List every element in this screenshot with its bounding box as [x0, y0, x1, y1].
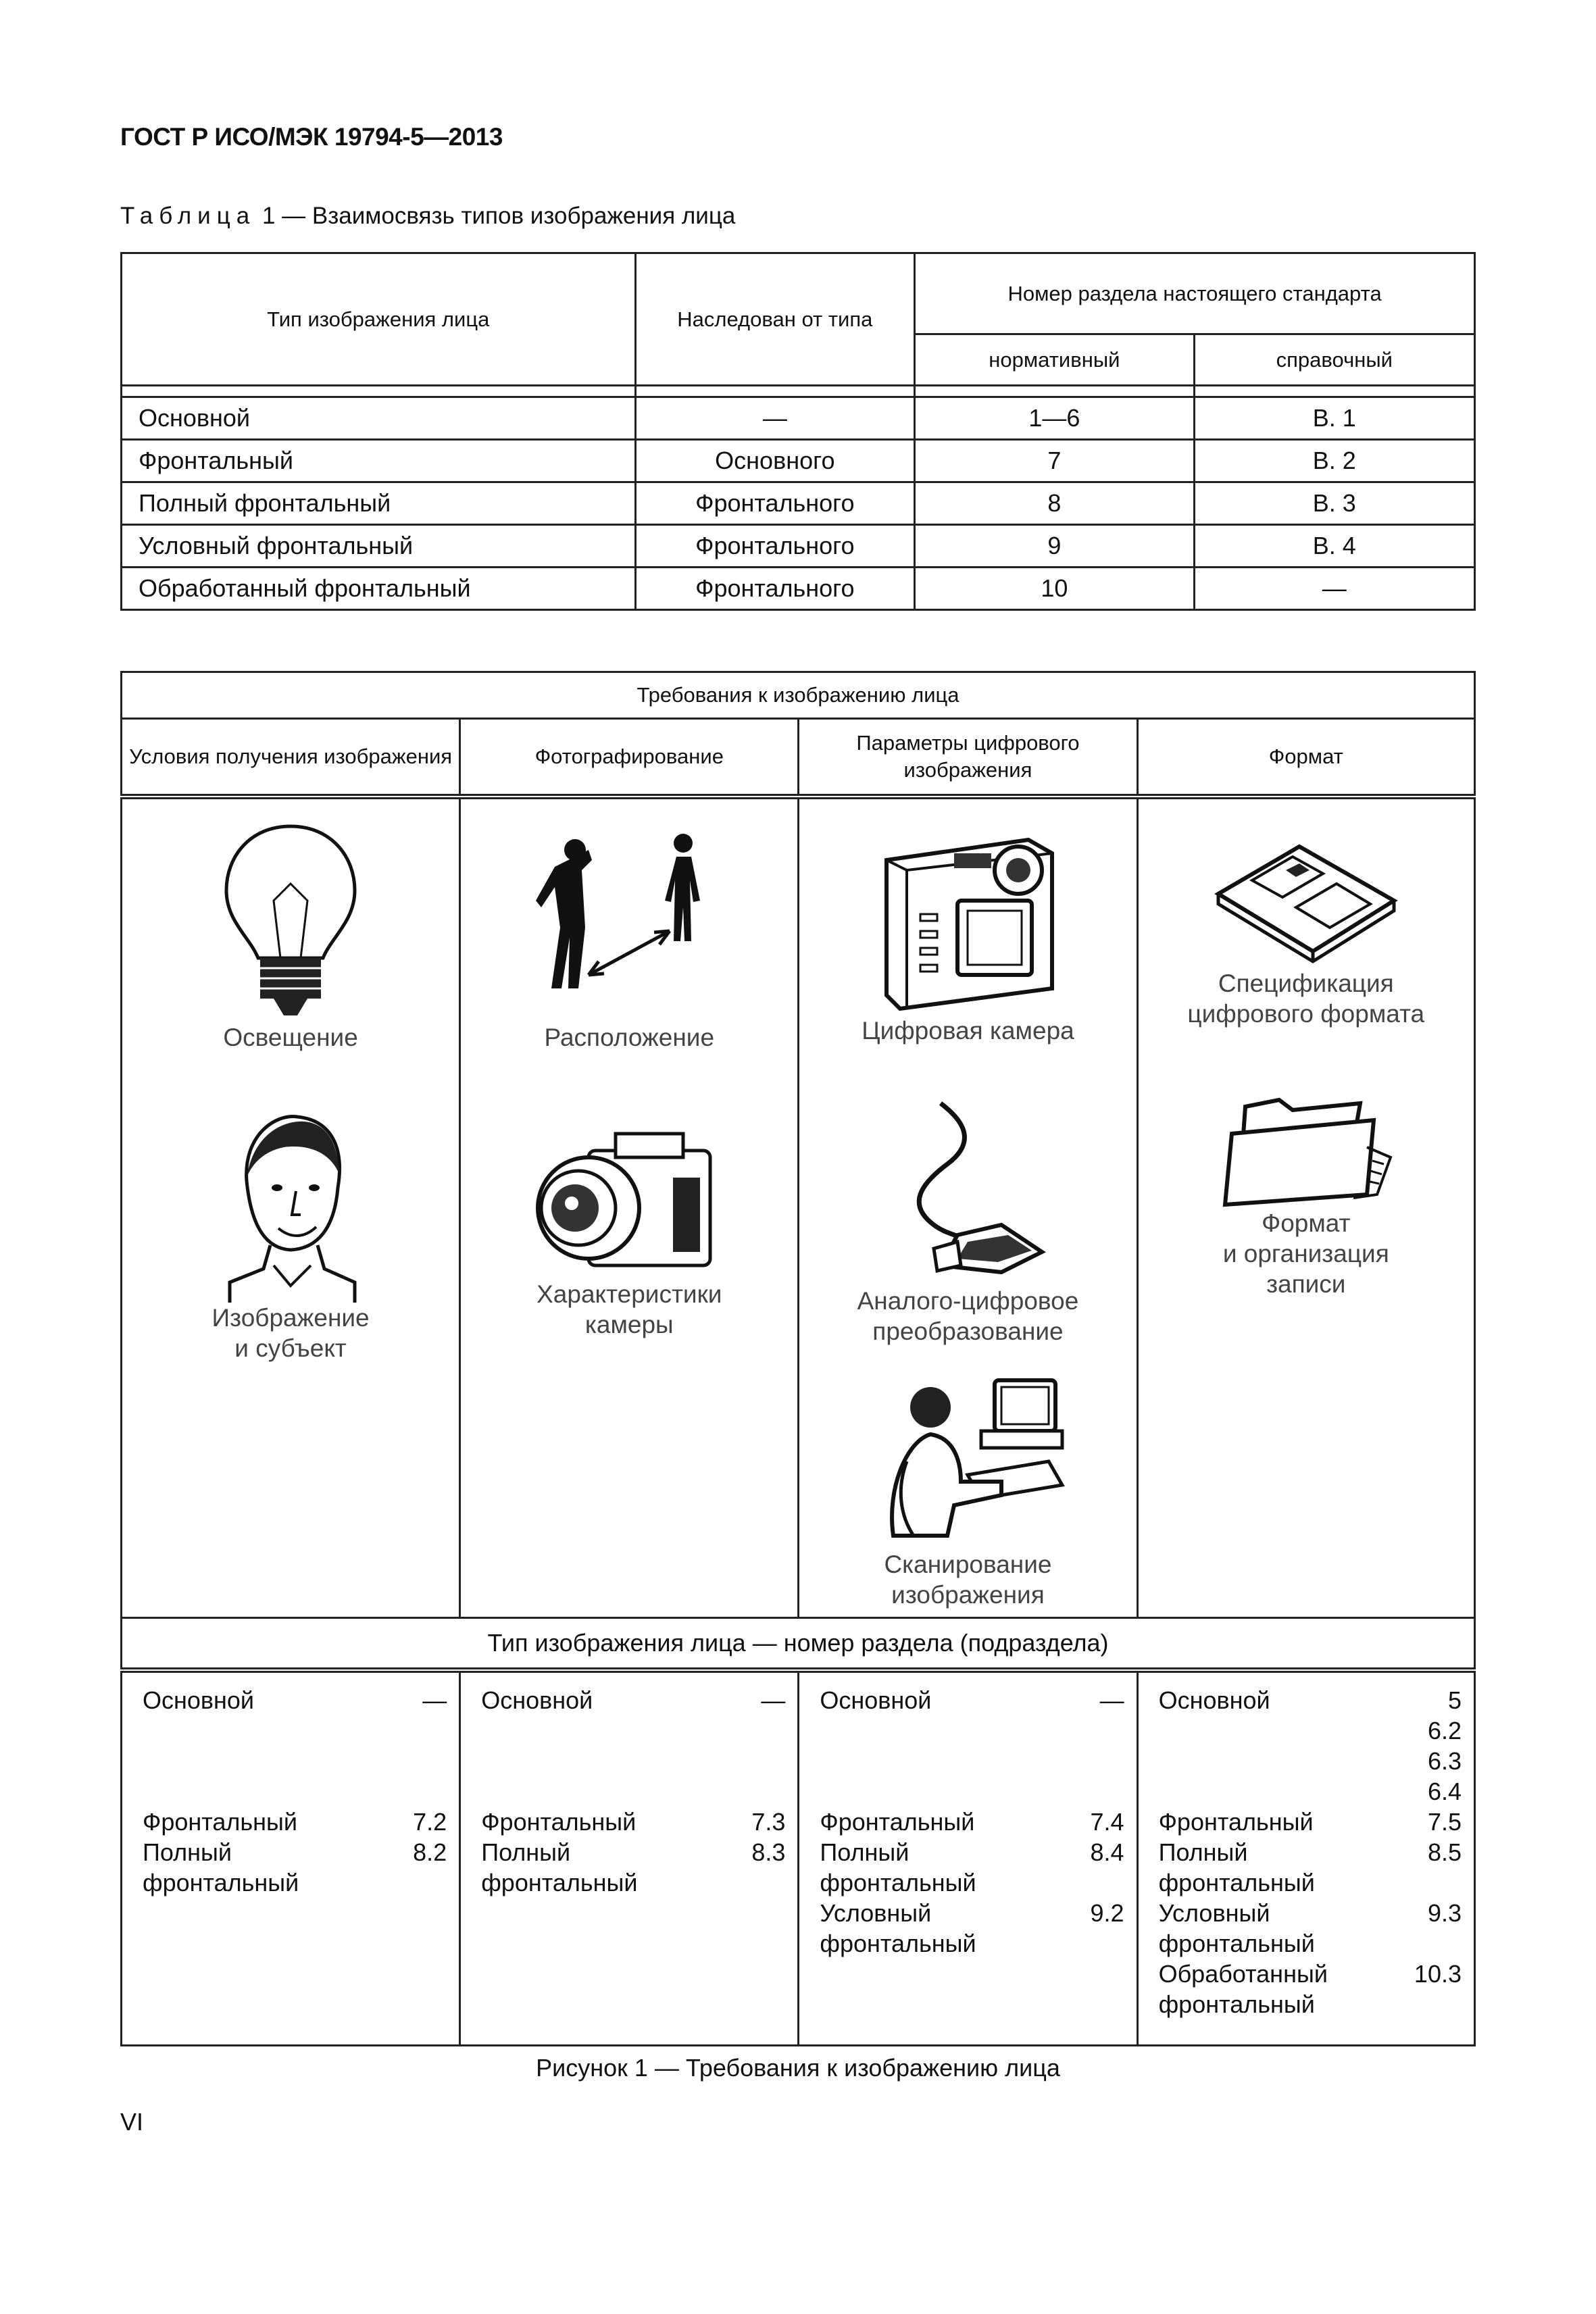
section-number: 6.3 [1427, 1747, 1462, 1775]
type-text: Полный [481, 1838, 571, 1866]
table-row [122, 568, 1475, 610]
section-row [1159, 1807, 1462, 1837]
section-number: 7.4 [1090, 1808, 1124, 1836]
section-number: 7.2 [413, 1808, 447, 1836]
type-text: Обработанный [1158, 1960, 1328, 1988]
section-row [1159, 1715, 1462, 1746]
section-row [820, 1746, 1124, 1776]
section-row [1159, 1928, 1462, 1959]
type-text: Основной [481, 1686, 593, 1714]
section-row [820, 1776, 1124, 1807]
section-row [820, 1898, 1124, 1928]
sections-col-4 [1137, 1670, 1474, 2046]
type-text: фронтальный [481, 1869, 638, 1896]
section-row [1159, 1746, 1462, 1776]
type-text: Полный [1158, 1838, 1248, 1866]
section-row [143, 1807, 447, 1837]
table1-caption [120, 203, 735, 230]
section-row [1159, 1685, 1462, 1715]
type-text: Основной [820, 1686, 932, 1714]
cell-inherit: Фронтального [635, 482, 915, 525]
section-number: 8.5 [1427, 1838, 1462, 1866]
table-row [122, 397, 1475, 440]
adc-item [799, 1097, 1136, 1347]
cell-normative: 10 [915, 568, 1194, 610]
spec-label-2: цифрового формата [1187, 1000, 1425, 1028]
folder-icon [1205, 1093, 1407, 1208]
section-number: 9.3 [1427, 1899, 1462, 1927]
type-text: фронтальный [1158, 1930, 1315, 1957]
col-format: Формат [1137, 719, 1474, 797]
fmt-label-2: и организация [1222, 1240, 1389, 1267]
type-text: Полный [143, 1838, 232, 1866]
section-row [481, 1776, 785, 1807]
cell-inherit: — [635, 397, 915, 440]
cell-informative: B. 3 [1194, 482, 1474, 525]
section-number: 6.2 [1427, 1717, 1462, 1744]
cable-connector-icon [866, 1097, 1069, 1286]
cell-inherit: Основного [635, 440, 915, 482]
format-org-item [1139, 1093, 1474, 1299]
camera-char-label-1: Характеристики [537, 1280, 722, 1308]
cell-type: Полный фронтальный [122, 482, 636, 525]
section-row [143, 1837, 447, 1867]
section-row [481, 1685, 785, 1715]
slr-camera-icon [528, 1124, 730, 1279]
type-text: Фронтальный [820, 1808, 975, 1836]
section-row [143, 1715, 447, 1746]
section-row [1159, 1867, 1462, 1898]
section-number: 8.2 [413, 1838, 447, 1866]
type-text: фронтальный [1158, 1869, 1315, 1896]
adc-label-2: преобразование [872, 1317, 1064, 1345]
scan-label-2: изображения [891, 1581, 1045, 1609]
section-row [481, 1867, 785, 1898]
section-number: 8.3 [751, 1838, 786, 1866]
sections-col-3 [799, 1670, 1137, 2046]
type-text: Фронтальный [481, 1808, 637, 1836]
section-row [820, 1867, 1124, 1898]
col-header-informative: справочный [1194, 334, 1474, 386]
subject-label-1: Изображение [211, 1304, 370, 1332]
section-row [481, 1715, 785, 1746]
fmt-label-3: записи [1266, 1270, 1346, 1298]
type-text: Фронтальный [1158, 1808, 1314, 1836]
camera-char-item [461, 1124, 797, 1340]
figure-title: Требования к изображению лица [122, 672, 1475, 719]
floppy-disk-icon [1205, 840, 1407, 968]
figure-caption: Рисунок 1 — Требования к изображению лица [536, 2054, 1060, 2082]
cell-informative: B. 2 [1194, 440, 1474, 482]
position-figures-icon [528, 820, 730, 1022]
spec-label-1: Спецификация [1218, 970, 1394, 997]
section-row [143, 1685, 447, 1715]
type-text: фронтальный [1158, 1990, 1315, 2018]
figure-face-image-requirements [120, 671, 1476, 2046]
section-number: 9.2 [1090, 1899, 1124, 1927]
format-spec-item [1139, 840, 1474, 1029]
table1-caption-prefix: Таблица [120, 203, 256, 229]
cell-normative: 8 [915, 482, 1194, 525]
fmt-label-1: Формат [1262, 1209, 1351, 1237]
section-row [143, 1776, 447, 1807]
section-number: 6.4 [1427, 1778, 1462, 1805]
person-at-computer-icon [866, 1374, 1069, 1549]
table1-caption-text: 1 — Взаимосвязь типов изображения лица [261, 203, 736, 229]
section-row [481, 1837, 785, 1867]
section-row [1159, 1959, 1462, 1989]
position-label: Расположение [544, 1024, 715, 1051]
section-number: 5 [1447, 1686, 1462, 1714]
section-number: 8.4 [1090, 1838, 1124, 1866]
scan-label-1: Сканирование [884, 1551, 1052, 1578]
section-row [820, 1715, 1124, 1746]
document-header: ГОСТ Р ИСО/МЭК 19794-5—2013 [120, 123, 503, 151]
cell-informative: — [1194, 568, 1474, 610]
section-row [820, 1685, 1124, 1715]
col-conditions: Условия получения изображения [122, 719, 460, 797]
section-row [481, 1746, 785, 1776]
subject-item [122, 1107, 459, 1363]
position-item [461, 820, 797, 1053]
subject-label-2: и субъект [234, 1334, 347, 1362]
type-text: фронтальный [143, 1869, 299, 1896]
pics-conditions [122, 797, 460, 1618]
cell-normative: 1—6 [915, 397, 1194, 440]
col-header-type: Тип изображения лица [122, 253, 636, 386]
table-row [122, 482, 1475, 525]
type-text: Основной [143, 1686, 255, 1714]
pics-digital-params [799, 797, 1137, 1618]
pics-photography [460, 797, 799, 1618]
section-row [1159, 1898, 1462, 1928]
col-header-normative: нормативный [915, 334, 1194, 386]
table-face-image-types [120, 252, 1476, 611]
camera-char-label-2: камеры [584, 1311, 674, 1338]
type-text: Условный [1158, 1899, 1270, 1927]
cell-type: Фронтальный [122, 440, 636, 482]
digital-camera-item [799, 820, 1136, 1046]
section-row [1159, 1837, 1462, 1867]
cell-type: Условный фронтальный [122, 525, 636, 568]
section-number: — [422, 1686, 447, 1714]
cell-inherit: Фронтального [635, 525, 915, 568]
table-row [122, 525, 1475, 568]
section-row [820, 1928, 1124, 1959]
cell-informative: B. 4 [1194, 525, 1474, 568]
cell-inherit: Фронтального [635, 568, 915, 610]
section-number: — [1099, 1686, 1124, 1714]
cell-normative: 9 [915, 525, 1194, 568]
type-text: Фронтальный [143, 1808, 298, 1836]
face-icon [216, 1107, 365, 1303]
section-number: 10.3 [1414, 1960, 1462, 1988]
section-row [481, 1807, 785, 1837]
section-row [143, 1867, 447, 1898]
type-text: фронтальный [820, 1869, 976, 1896]
col-photography: Фотографирование [460, 719, 799, 797]
light-bulb-icon [216, 820, 365, 1022]
section-row [1159, 1989, 1462, 2019]
section-row [820, 1807, 1124, 1837]
cell-type: Основной [122, 397, 636, 440]
section-row [143, 1746, 447, 1776]
col-digital-params: Параметры цифрового изображения [799, 719, 1137, 797]
scan-item [799, 1374, 1136, 1610]
section-header: Тип изображения лица — номер раздела (подраздела) [122, 1618, 1475, 1671]
section-number: 7.5 [1427, 1808, 1462, 1836]
type-text: фронтальный [820, 1930, 976, 1957]
section-row [820, 1837, 1124, 1867]
lighting-item [122, 820, 459, 1053]
type-text: Условный [820, 1899, 932, 1927]
section-number: 7.3 [751, 1808, 786, 1836]
type-text: Полный [820, 1838, 909, 1866]
cell-informative: B. 1 [1194, 397, 1474, 440]
col-header-inherit: Наследован от типа [635, 253, 915, 386]
type-text: Основной [1158, 1686, 1270, 1714]
page-number: VI [120, 2108, 144, 2136]
col-header-section: Номер раздела настоящего стандарта [915, 253, 1475, 334]
adc-label-1: Аналого-цифровое [857, 1287, 1079, 1315]
sections-col-2 [460, 1670, 799, 2046]
section-number: — [761, 1686, 786, 1714]
sections-col-1 [122, 1670, 460, 2046]
section-row [1159, 1776, 1462, 1807]
cell-normative: 7 [915, 440, 1194, 482]
digital-camera-label: Цифровая камера [862, 1017, 1074, 1045]
pics-format [1137, 797, 1474, 1618]
table-row [122, 440, 1475, 482]
lighting-label: Освещение [223, 1024, 358, 1051]
digital-camera-icon [866, 820, 1069, 1015]
cell-type: Обработанный фронтальный [122, 568, 636, 610]
